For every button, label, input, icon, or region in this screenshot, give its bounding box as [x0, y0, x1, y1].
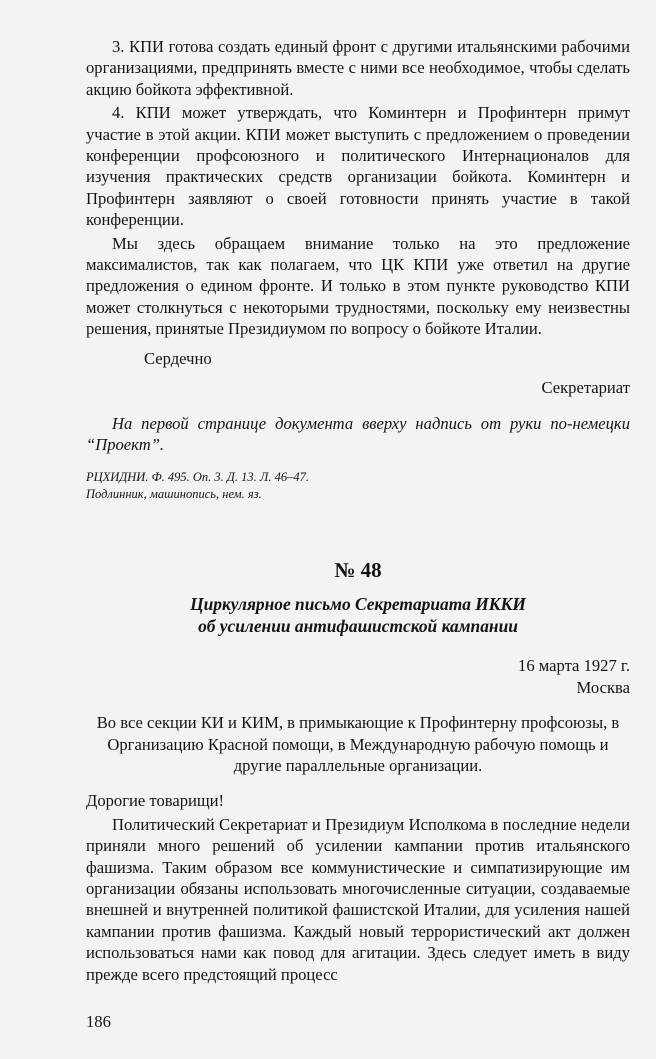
document-date: 16 марта 1927 г. [518, 656, 630, 676]
salutation: Дорогие товарищи! [86, 791, 225, 811]
document-number: № 48 [334, 558, 382, 583]
paragraph-point-3: 3. КПИ готова создать единый фронт с другими итальянскими рабочими организациями, предпринять вместе с ними все необходимое, чтобы сделать акцию бойкота эффективной. [86, 37, 630, 99]
document-title-line-2: об усилении антифашистской кампании [198, 616, 518, 637]
source-type: Подлинник, машинопись, нем. яз. [86, 487, 262, 502]
addressee: Во все секции КИ и КИМ, в примыкающие к Профинтерну профсоюзы, в Организацию Красной помощи, в Международную рабочую помощь и другие параллельные организации. [96, 713, 620, 775]
source-reference: РЦХИДНИ. Ф. 495. Оп. 3. Д. 13. Л. 46–47. [86, 470, 309, 485]
page-number: 186 [86, 1012, 111, 1031]
document-title-line-1: Циркулярное письмо Секретариата ИККИ [190, 594, 526, 615]
paragraph-main: Политический Секретариат и Президиум Исполкома в последние недели приняли много решений об усилении кампании против итальянского фашизма. Таким образом все коммунистические и симпатизирующие им организации обязаны использовать многочисленные ситуации, создаваемые внешней и внутренней политикой фашистской Италии, для усиления нашей кампании против фашизма. Каждый новый террористический акт должен использоваться нами как повод для агитации. Здесь следует иметь в виду прежде всего предстоящий процесс [86, 814, 630, 984]
document-place: Москва [576, 677, 630, 697]
signature: Секретариат [541, 378, 630, 398]
closing-text: Сердечно [144, 348, 212, 368]
paragraph-point-4: 4. КПИ может утверждать, что Коминтерн и Профинтерн примут участие в этой акции. КПИ может выступить с предложением о проведении конференции профсоюзного и политического Интернационалов для изучения практических средств организации бойкота. Коминтерн и Профинтерн заявляют о своей готовности принять участие в такой конференции. [86, 103, 630, 230]
paragraph-maximalists: Мы здесь обращаем внимание только на это предложение максималистов, так как полагаем, что ЦК КПИ уже ответил на другие предложения о едином фронте. И только в этом пункте руководство КПИ может столкнуться с некоторыми трудностями, поскольку ему неизвестны решения, принятые Президиумом по вопросу о бойкоте Италии. [86, 233, 630, 339]
archival-note: На первой странице документа вверху надпись от руки по-немецки “Проект”. [86, 413, 630, 454]
